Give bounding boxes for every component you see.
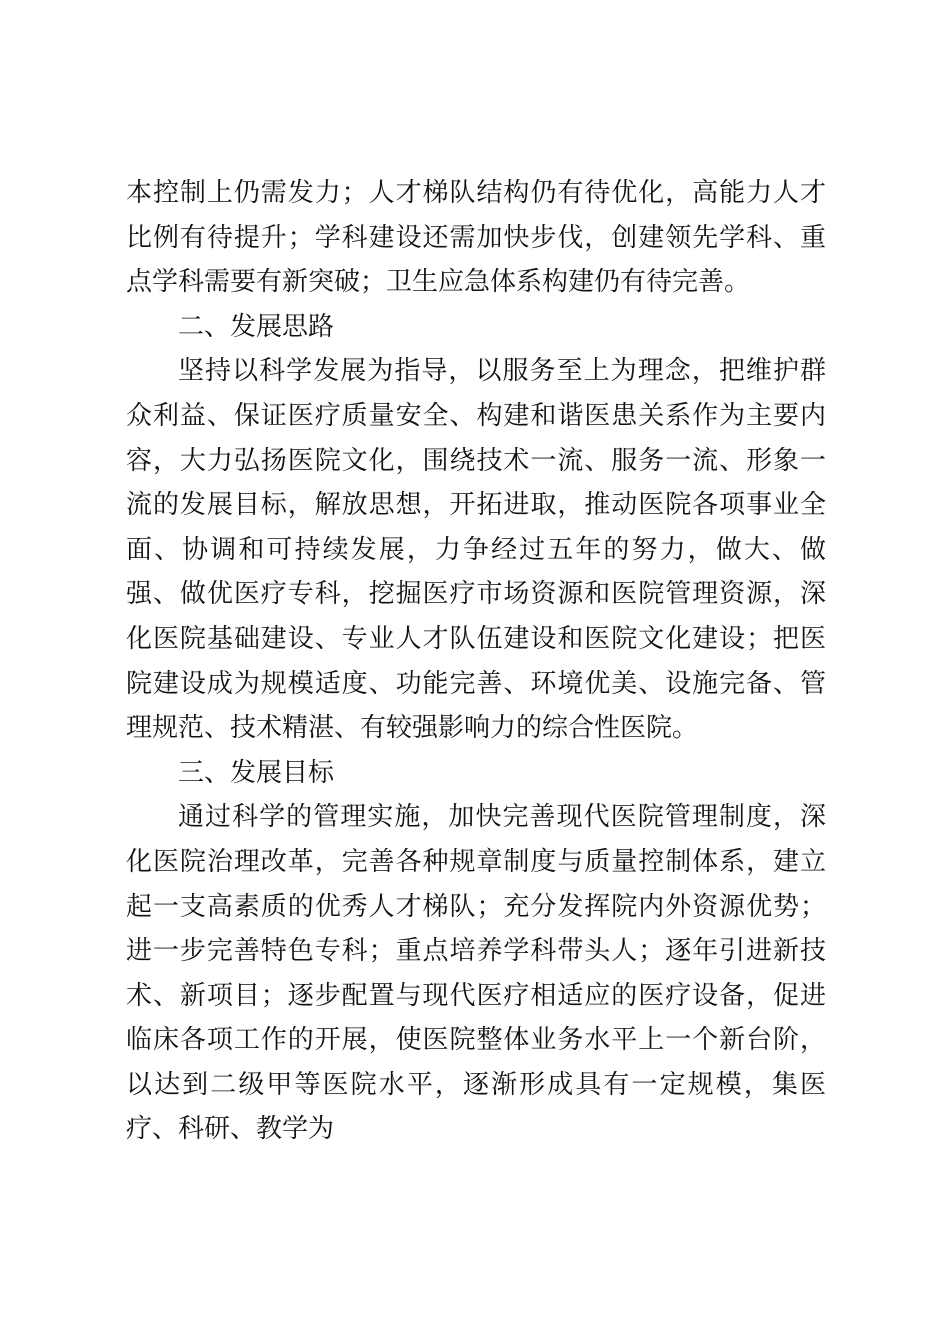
paragraph-development-approach: 坚持以科学发展为指导，以服务至上为理念，把维护群众利益、保证医疗质量安全、构建和谐医患关系作为主要内容，大力弘扬医院文化，围绕技术一流、服务一流、形象一流的发展目标，解放思想，开拓进取，推动医院各项事业全面、协调和可持续发展，力争经过五年的努力，做大、做强、做优医疗专科，挖掘医疗市场资源和医院管理资源，深化医院基础建设、专业人才队伍建设和医院文化建设；把医院建设成为规模适度、功能完善、环境优美、设施完备、管理规范、技术精湛、有较强影响力的综合性医院。 — [126, 356, 826, 744]
section-heading-development-goals: 三、发展目标 — [178, 757, 335, 788]
paragraph-continued: 本控制上仍需发力；人才梯队结构仍有待优化，高能力人才比例有待提升；学科建设还需加快步伐，创建领先学科、重点学科需要有新突破；卫生应急体系构建仍有待完善。 — [126, 178, 826, 298]
document-body — [126, 171, 826, 1152]
section-heading-development-approach: 二、发展思路 — [178, 311, 335, 342]
paragraph-development-goals: 通过科学的管理实施，加快完善现代医院管理制度，深化医院治理改革，完善各种规章制度与质量控制体系，建立起一支高素质的优秀人才梯队；充分发挥院内外资源优势；进一步完善特色专科；重点培养学科带头人；逐年引进新技术、新项目；逐步配置与现代医疗相适应的医疗设备，促进临床各项工作的开展，使医院整体业务水平上一个新台阶，以达到二级甲等医院水平，逐渐形成具有一定规模，集医疗、科研、教学为 — [126, 802, 826, 1145]
